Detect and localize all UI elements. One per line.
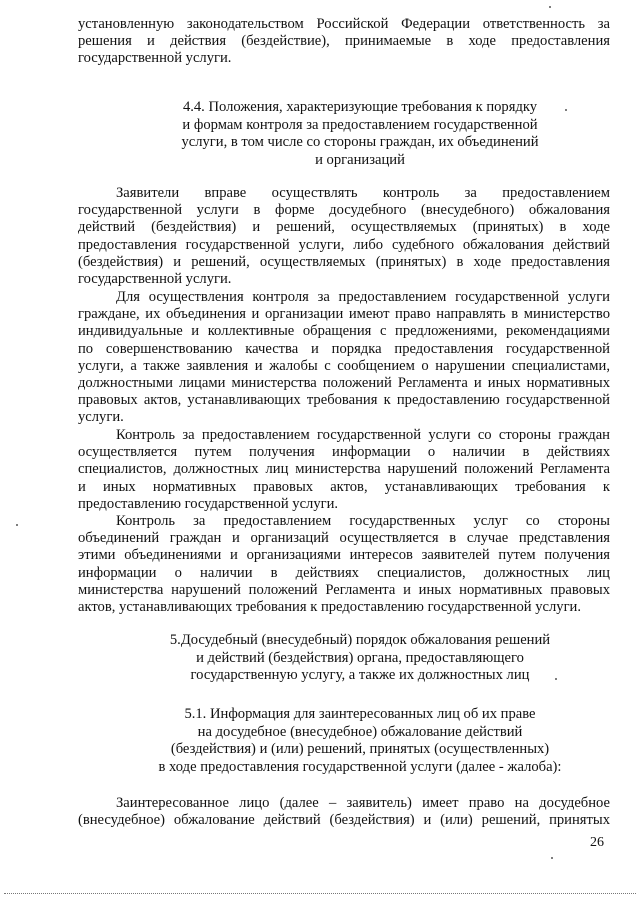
text-line: государственной услуги. — [78, 50, 232, 67]
scan-speck — [555, 678, 557, 680]
text-line: Для осуществления контроля за предоставлением государственной услуги — [116, 289, 610, 305]
heading-line: на досудебное (внесудебное) обжалование действий — [197, 723, 523, 740]
text-line: Заявители вправе осуществлять контроль за предоставлением — [116, 185, 610, 201]
scan-speck — [551, 857, 553, 859]
text-line: осуществляется путем получения информации о наличии в действиях — [78, 444, 610, 461]
section-4-4-heading — [160, 99, 560, 169]
text-line: действий (бездействия) и решений, осуществляемых (принятых) в ходе — [78, 219, 610, 236]
text-line: информации о наличии в действиях специалистов, должностных лиц — [78, 564, 610, 581]
heading-line: и формам контроля за предоставлением государственной — [182, 116, 538, 133]
heading-line: (бездействия) и (или) решений, принятых (осуществленных) — [170, 741, 550, 757]
text-line: решения и действия (бездействие), принимаемые в ходе предоставления — [78, 33, 610, 50]
text-line: по совершенствованию качества и порядка предоставления государственной — [78, 340, 610, 357]
heading-line: 4.4. Положения, характеризующие требования к порядку — [182, 99, 538, 115]
bottom-edge-line — [4, 893, 636, 894]
text-line: предоставления государственной услуги, либо судебного обжалования действий — [78, 236, 610, 253]
text-line: государственной услуги. — [78, 271, 232, 288]
section-5-1-heading — [130, 706, 590, 776]
text-line: государственной услуги в форме досудебного (внесудебного) обжалования — [78, 202, 610, 219]
heading-line: услуги, в том числе со стороны граждан, их объединений — [181, 134, 539, 150]
paragraph-3 — [78, 427, 610, 513]
heading-line: и действий (бездействия) органа, предоставляющего — [196, 649, 524, 666]
heading-line: государственную услугу, а также их должностных лиц — [190, 667, 530, 683]
paragraph-4 — [78, 513, 610, 616]
text-line: специалистов, должностных лиц министерства нарушений положений Регламента — [78, 461, 610, 478]
text-line: предоставлению государственной услуги. — [78, 495, 339, 512]
text-line: министерства нарушений положений Регламента и иных нормативных правовых — [78, 581, 610, 598]
heading-line: и организаций — [315, 151, 405, 168]
paragraph-1 — [78, 185, 610, 288]
heading-line: в ходе предоставления государственной услуги (далее - жалоба): — [158, 758, 562, 775]
text-line: Контроль за предоставлением государственной услуги со стороны граждан — [116, 427, 610, 443]
text-line: этими объединениями и организациями интересов заявителей путем получения — [78, 547, 610, 564]
text-line: и иных нормативных правовых актов, устанавливающих требования к — [78, 478, 610, 495]
scan-speck — [565, 109, 567, 111]
text-line: услуги. — [78, 409, 124, 426]
text-line: индивидуальные и коллективные обращения с предложениями, рекомендациями — [78, 323, 610, 340]
text-line: (внесудебное) обжалование действий (бездействия) и (или) решений, принятых — [78, 812, 610, 829]
text-line: установленную законодательством Российской Федерации ответственность за — [78, 16, 610, 32]
paragraph-2 — [78, 289, 610, 427]
scan-speck — [549, 6, 551, 8]
section-5-heading — [150, 632, 570, 685]
text-line: граждане, их объединения и организации имеют право направлять в министерство — [78, 306, 610, 323]
text-line: Заинтересованное лицо (далее – заявитель) имеет право на досудебное — [116, 795, 610, 811]
heading-line: 5.1. Информация для заинтересованных лиц об их праве — [184, 706, 536, 722]
text-line: Контроль за предоставлением государственных услуг со стороны — [116, 513, 610, 529]
heading-line: 5.Досудебный (внесудебный) порядок обжалования решений — [169, 632, 551, 648]
text-line: должностными лицами министерства положений Регламента и иных нормативных — [78, 375, 610, 392]
intro-paragraph — [78, 16, 610, 68]
text-line: правовых актов, устанавливающих требования к предоставлению государственной — [78, 392, 610, 409]
text-line: (бездействия) и решений, осуществляемых (принятых) в ходе предоставления — [78, 253, 610, 270]
paragraph-5 — [78, 795, 610, 829]
text-line: услуги, а также заявления и жалобы с сообщением о нарушении специалистами, — [78, 357, 610, 374]
text-line: объединений граждан и организаций осуществляется в случае представления — [78, 530, 610, 547]
scan-speck — [16, 524, 18, 526]
page-number: 26 — [590, 835, 604, 850]
text-line: актов, устанавливающих требования к предоставлению государственной услуги. — [78, 599, 582, 616]
